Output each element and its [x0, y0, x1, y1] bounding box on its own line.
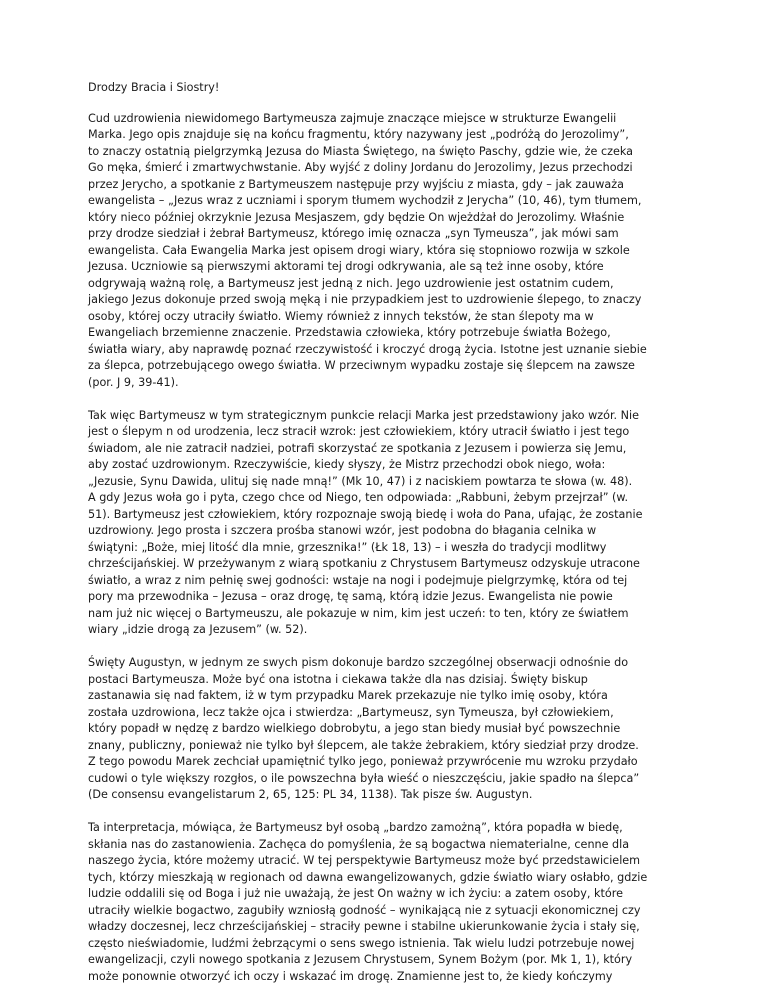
text-line: uzdrowiony. Jego prosta i szczera prośba stanowi wzór, jest podobna do błagania celnika w: [88, 524, 597, 537]
text-line: A gdy Jezus woła go i pyta, czego chce od Niego, ten odpowiada: „Rabbuni, żebym przejrzał” (w.: [88, 491, 629, 504]
text-line: osoby, której oczy utraciły światło. Wiemy również z innych tekstów, że stan ślepoty ma w: [88, 309, 594, 323]
document-page: [88, 80, 688, 1002]
text-line: często nieświadomie, ludźmi żebrzącymi o sens swego istnienia. Tak wielu ludzi potrzebuje nowej: [88, 936, 635, 950]
text-line: skłania nas do zastanowienia. Zachęca do pomyślenia, że są bogactwa niematerialne, cenne dla: [88, 837, 630, 851]
paragraph-4: [88, 820, 688, 985]
text-line: światło, a wraz z nim pełnię swej godności: wstaje na nogi i podejmuje pielgrzymkę, która od tej: [88, 573, 628, 587]
text-line: znany, publiczny, ponieważ nie tylko był ślepcem, ale także żebrakiem, który siedział przy drodze.: [88, 738, 639, 752]
text-line: Jezusa. Uczniowie są pierwszymi aktorami tej drogi odkrywania, ale są też inne osoby, które: [88, 260, 604, 273]
text-line: Święty Augustyn, w jednym ze swych pism dokonuje bardzo szczególnej obserwacji odnośnie do: [88, 656, 629, 669]
text-line: naszego życia, które możemy utracić. W tej perspektywie Bartymeusz może być przedstawicielem: [88, 854, 641, 867]
text-line: przy drodze siedział i żebrał Bartymeusz, którego imię oznacza „syn Tymeusza”, jak mówi sam: [88, 227, 619, 240]
text-line: „Jezusie, Synu Dawida, ulituj się nade mną!” (Mk 10, 47) i z naciskiem powtarza te słowa (w. 48).: [88, 474, 633, 488]
text-line: nam już nic więcej o Bartymeuszu, ale pokazuje w nim, kim jest uczeń: to ten, który ze światłem: [88, 606, 629, 620]
text-line: jakiego Jezus dokonuje przed swoją męką i nie przypadkiem jest to uzdrowienie ślepego, to znaczy: [88, 293, 642, 306]
text-line: utraciły wielkie bogactwo, zagubiły wzniosłą godność – wynikającą nie z sytuacji ekonomicznej czy: [88, 903, 641, 917]
text-line: chrześcijańskiej. W przeżywanym z wiarą spotkaniu z Chrystusem Bartymeusz odzyskuje utracone: [88, 557, 640, 570]
text-line: przez Jerycho, a spotkanie z Bartymeuszem następuje przy wyjściu z miasta, gdy – jak zauważa: [88, 177, 625, 191]
paragraph-3: [88, 655, 688, 804]
text-line: została uzdrowiona, lecz także ojca i stwierdza: „Bartymeusz, syn Tymeusza, był człowiekiem,: [88, 705, 614, 719]
text-line: 51). Bartymeusz jest człowiekiem, który rozpoznaje swoją biedę i woła do Pana, ufając, że zostanie: [88, 507, 643, 521]
text-line: pory ma przewodnika – Jezusa – oraz drogę, tę samą, którą idzie Jezus. Ewangelista nie powie: [88, 590, 613, 603]
text-line: aby zostać uzdrowionym. Rzeczywiście, kiedy słyszy, że Mistrz przechodzi obok niego, woła:: [88, 458, 606, 471]
text-line: postaci Bartymeusza. Może być ona istotna i ciekawa także dla nas dzisiaj. Święty biskup: [88, 672, 588, 686]
paragraph-1: [88, 111, 688, 392]
text-line: za ślepca, potrzebującego owego światła. W przeciwnym wypadku zostaje się ślepcem na zawsze: [88, 359, 635, 372]
text-line: Z tego powodu Marek zechciał upamiętnić tylko jego, ponieważ przywrócenie mu wzroku przydało: [88, 755, 638, 768]
text-line: wiary „idzie drogą za Jezusem” (w. 52).: [88, 623, 308, 636]
text-line: światła wiary, aby naprawdę poznać rzeczywistość i kroczyć drogą życia. Istotne jest uznanie siebie: [88, 342, 647, 356]
text-line: władzy doczesnej, lecz chrześcijańskiej – straciły pewne i stabilne ukierunkowanie życia i stały się,: [88, 920, 640, 933]
text-line: Marka. Jego opis znajduje się na końcu fragmentu, który nazywany jest „podróżą do Jerozolimy”,: [88, 128, 629, 141]
text-line: Ta interpretacja, mówiąca, że Bartymeusz był osobą „bardzo zamożną”, która popadła w biedę,: [88, 821, 623, 834]
text-line: zastanawia się nad faktem, iż w tym przypadku Marek przekazuje nie tylko imię osoby, która: [88, 689, 608, 702]
paragraphs: [88, 111, 688, 986]
text-line: świątyni: „Boże, miej litość dla mnie, grzesznika!” (Łk 18, 13) – i weszła do tradycji modlitwy: [88, 540, 607, 554]
text-line: Ewangeliach brzemienne znaczenie. Przedstawia człowieka, który potrzebuje światła Bożego,: [88, 326, 611, 339]
text-line: tych, którzy mieszkają w regionach od dawna ewangelizowanych, gdzie światło wiary osłabło, gdzie: [88, 870, 648, 884]
text-line: który popadł w nędzę z bardzo wielkiego dobrobytu, a jego stan biedy musiał być powszechnie: [88, 722, 621, 735]
text-line: może ponownie otworzyć ich oczy i wskazać im drogę. Znamienne jest to, że kiedy kończymy: [88, 969, 613, 983]
text-line: ewangelista. Cała Ewangelia Marka jest opisem drogi wiary, która się stopniowo rozwija w szkole: [88, 243, 630, 257]
text-line: (De consensu evangelistarum 2, 65, 125: PL 34, 1138). Tak pisze św. Augustyn.: [88, 788, 533, 801]
text-line: ludzie oddalili się od Boga i już nie uważają, że jest On ważny w ich życiu: a zatem osoby, które: [88, 887, 623, 900]
text-line: cudowi o tyle większy rozgłos, o ile powszechna była wieść o nieszczęściu, jakie spadło na ślepca”: [88, 771, 640, 785]
text-line: świadom, ale nie zatracił nadziei, potrafi skorzystać ze spotkania z Jezusem i powierza się Jemu,: [88, 441, 627, 455]
text-line: Go męka, śmierć i zmartwychwstanie. Aby wyjść z doliny Jordanu do Jerozolimy, Jezus przechodzi: [88, 161, 633, 174]
paragraph-2: [88, 408, 688, 639]
text-line: Cud uzdrowienia niewidomego Bartymeusza zajmuje znaczące miejsce w strukturze Ewangelii: [88, 111, 617, 125]
text-line: to znaczy ostatnią pielgrzymką Jezusa do Miasta Świętego, na święto Paschy, gdzie wie, że czeka: [88, 144, 633, 158]
text-line: odgrywają ważną rolę, a Bartymeusz jest jedną z nich. Jego uzdrowienie jest ostatnim cudem,: [88, 276, 614, 290]
text-line: jest o ślepym n od urodzenia, lecz stracił wzrok: jest człowiekiem, który utracił światło i jest tego: [88, 425, 630, 438]
text-line: Tak więc Bartymeusz w tym strategicznym punkcie relacji Marka jest przedstawiony jako wzór. Nie: [88, 408, 639, 422]
text-line: (por. J 9, 39-41).: [88, 375, 179, 389]
text-line: ewangelista – „Jezus wraz z uczniami i sporym tłumem wychodził z Jerycha” (10, 46), tym tłumem,: [88, 194, 642, 207]
text-line: który nieco później okrzyknie Jezusa Mesjaszem, gdy będzie On wjeżdżał do Jerozolimy. Właśnie: [88, 210, 625, 224]
greeting: Drodzy Bracia i Siostry!: [88, 81, 220, 94]
text-line: ewangelizacji, czyli nowego spotkania z Jezusem Chrystusem, Synem Bożym (por. Mk 1, 1), który: [88, 953, 633, 966]
